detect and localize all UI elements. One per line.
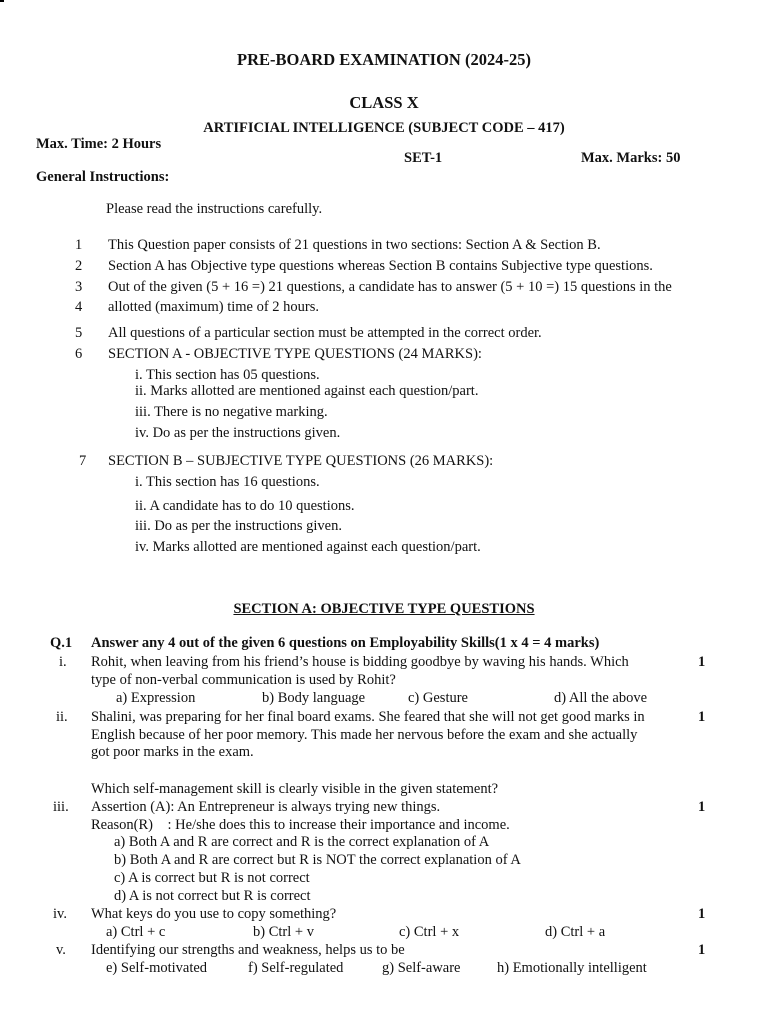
question-text: Answer any 4 out of the given 6 questions on Employability Skills(1 x 4 = 4 marks) [91, 635, 600, 651]
instruction-text: allotted (maximum) time of 2 hours. [108, 299, 320, 315]
answer-option: d) A is not correct but R is correct [114, 888, 311, 904]
instruction-text: SECTION B – SUBJECTIVE TYPE QUESTIONS (26 MARKS): [108, 453, 494, 469]
instruction-text: Out of the given (5 + 16 =) 21 questions, a candidate has to answer (5 + 10 =) 15 questions in the [108, 279, 672, 295]
sub-question-number: ii. [56, 709, 68, 725]
sub-question-text: Assertion (A): An Entrepreneur is always trying new things. [91, 799, 441, 815]
instructions-intro: Please read the instructions carefully. [106, 201, 323, 217]
answer-option: c) Ctrl + x [399, 924, 460, 940]
section-b-point: iii. Do as per the instructions given. [135, 518, 342, 534]
sub-question-number: iv. [53, 906, 67, 922]
section-a-heading: SECTION A: OBJECTIVE TYPE QUESTIONS [233, 601, 535, 617]
section-a-point: i. This section has 05 questions. [135, 367, 320, 383]
question-mark: 1 [698, 654, 706, 670]
instruction-number: 3 [75, 279, 83, 295]
question-number: Q.1 [50, 635, 73, 651]
section-a-point: iii. There is no negative marking. [135, 404, 328, 420]
sub-question-number: i. [59, 654, 67, 670]
answer-option: b) Body language [262, 690, 366, 706]
question-mark: 1 [698, 709, 706, 725]
sub-question-text: Shalini, was preparing for her final board exams. She feared that she will not get good marks in [91, 709, 645, 725]
section-a-point: iv. Do as per the instructions given. [135, 425, 341, 441]
sub-question-text: What keys do you use to copy something? [91, 906, 337, 922]
section-b-point: iv. Marks allotted are mentioned against each question/part. [135, 539, 481, 555]
instruction-text: All questions of a particular section must be attempted in the correct order. [108, 325, 542, 341]
sub-question-text: got poor marks in the exam. [91, 744, 254, 760]
instruction-number: 7 [79, 453, 87, 469]
sub-question-number: iii. [53, 799, 69, 815]
class-title: CLASS X [349, 93, 419, 112]
sub-question-text: Identifying our strengths and weakness, helps us to be [91, 942, 405, 958]
sub-question-text: type of non-verbal communication is used by Rohit? [91, 672, 396, 688]
sub-question-number: v. [56, 942, 66, 958]
max-time: Max. Time: 2 Hours [36, 136, 162, 152]
section-b-point: ii. A candidate has to do 10 questions. [135, 498, 355, 514]
instruction-text: This Question paper consists of 21 questions in two sections: Section A & Section B. [108, 237, 601, 253]
general-instructions-heading: General Instructions: [36, 169, 170, 185]
instruction-number: 2 [75, 258, 83, 274]
answer-option: b) Ctrl + v [253, 924, 314, 940]
answer-option: b) Both A and R are correct but R is NOT the correct explanation of A [114, 852, 521, 868]
sub-question-text: English because of her poor memory. This made her nervous before the exam and she actually [91, 727, 638, 743]
sub-question-text: Reason(R) : He/she does this to increase their importance and income. [91, 817, 510, 833]
answer-option: g) Self-aware [382, 960, 461, 976]
answer-option: a) Both A and R are correct and R is the correct explanation of A [114, 834, 490, 850]
set-label: SET-1 [404, 150, 443, 166]
instruction-number: 6 [75, 346, 83, 362]
corner-mark [0, 0, 4, 2]
answer-option: c) Gesture [408, 690, 468, 706]
answer-option: d) All the above [554, 690, 648, 706]
instruction-number: 4 [75, 299, 83, 315]
question-mark: 1 [698, 906, 706, 922]
question-mark: 1 [698, 799, 706, 815]
answer-option: c) A is correct but R is not correct [114, 870, 310, 886]
instruction-text: Section A has Objective type questions whereas Section B contains Subjective type questions. [108, 258, 653, 274]
subject-title: ARTIFICIAL INTELLIGENCE (SUBJECT CODE – 417) [203, 120, 565, 136]
section-b-point: i. This section has 16 questions. [135, 474, 320, 490]
answer-option: a) Ctrl + c [106, 924, 166, 940]
answer-option: e) Self-motivated [106, 960, 208, 976]
max-marks: Max. Marks: 50 [581, 150, 681, 166]
sub-question-text: Which self-management skill is clearly visible in the given statement? [91, 781, 499, 797]
sub-question-text: Rohit, when leaving from his friend’s house is bidding goodbye by waving his hands. Which [91, 654, 629, 670]
exam-title: PRE-BOARD EXAMINATION (2024-25) [237, 50, 531, 69]
question-mark: 1 [698, 942, 706, 958]
instruction-number: 1 [75, 237, 83, 253]
answer-option: f) Self-regulated [248, 960, 344, 976]
instruction-text: SECTION A - OBJECTIVE TYPE QUESTIONS (24 MARKS): [108, 346, 482, 362]
answer-option: h) Emotionally intelligent [497, 960, 647, 976]
answer-option: a) Expression [116, 690, 196, 706]
instruction-number: 5 [75, 325, 83, 341]
section-a-point: ii. Marks allotted are mentioned against each question/part. [135, 383, 479, 399]
answer-option: d) Ctrl + a [545, 924, 606, 940]
